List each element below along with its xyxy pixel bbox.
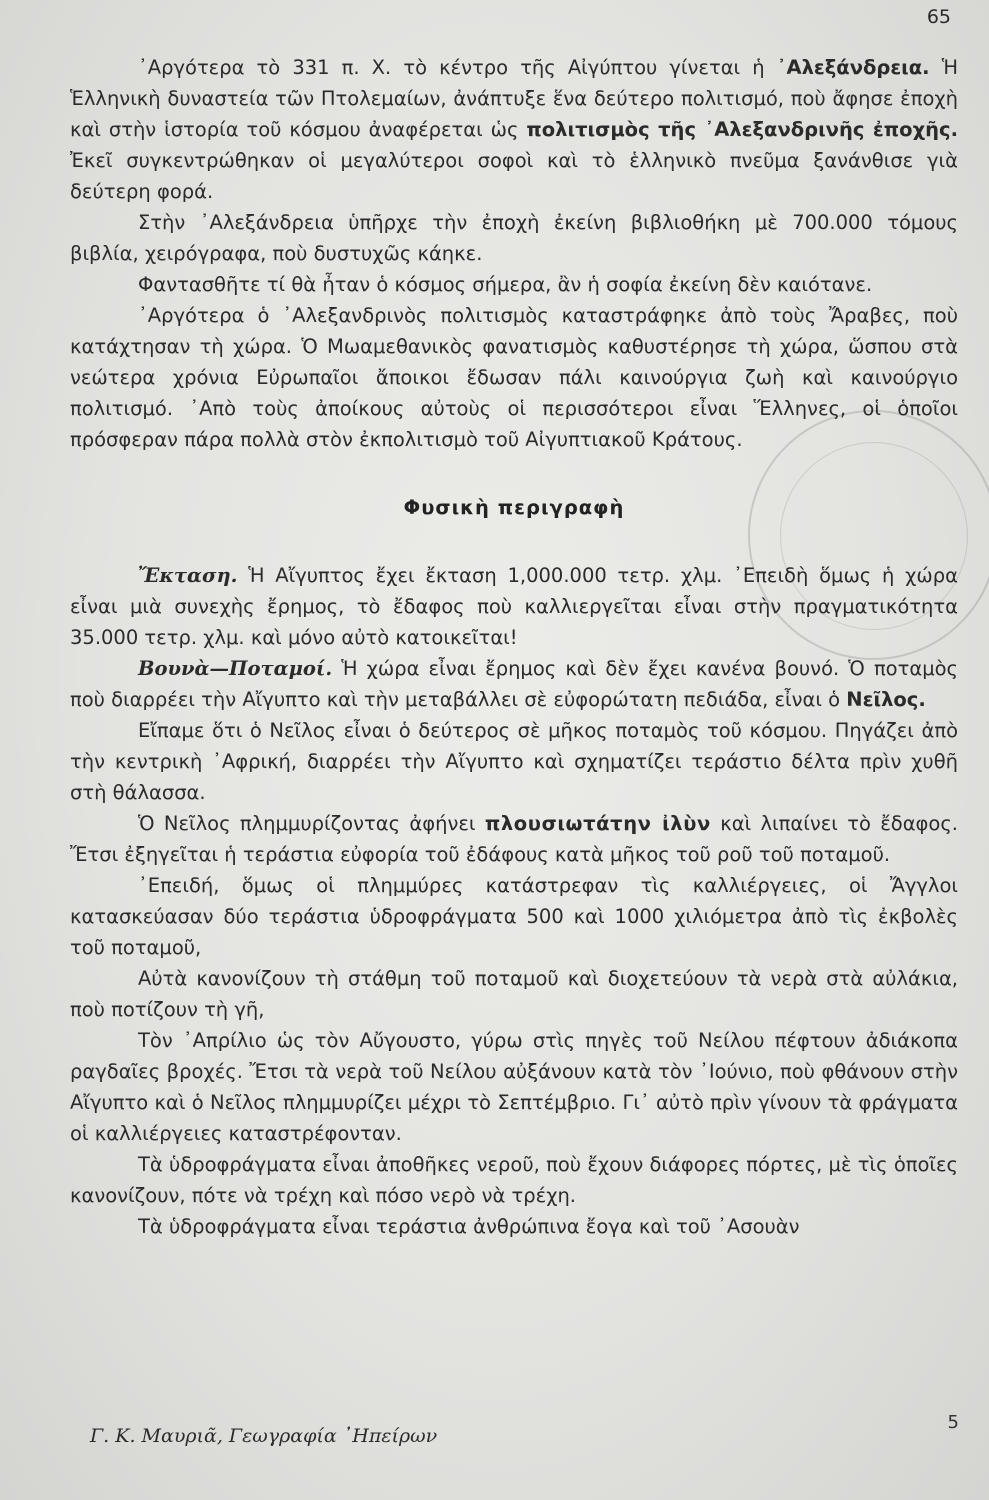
paragraph-library: Στὴν ᾿Αλεξάνδρεια ὑπῆρχε τὴν ἐποχὴ ἐκείνη βιβλιοθήκη μὲ 700.000 τόμους βιβλία, χειρόγραφα, ποὺ δυστυχῶς κάηκε. <box>70 211 958 265</box>
paragraph-reservoirs: Τὰ ὑδροφράγματα εἶναι ἀποθῆκες νεροῦ, ποὺ ἔχουν διάφορες πόρτες, μὲ τὶς ὁποῖες κανονίζουν, πότε νὰ τρέχη καὶ πόσο νερὸ νὰ τρέχη. <box>70 1153 958 1207</box>
paragraph-dams: ᾿Επειδή, ὅμως οἱ πλημμύρες κατάστρεφαν τὶς καλλιέργειες, οἱ Ἄγγλοι κατασκεύασαν δύο τεράστια ὑδροφράγματα 500 καὶ 1000 χιλιόμετρα ἀπὸ τὶς ἐκβολὲς τοῦ ποταμοῦ, <box>70 874 958 959</box>
bold-term-silt: πλουσιωτάτην ἰλὺν <box>484 812 711 835</box>
paragraph-text: ᾿Αργότερα τὸ 331 π. Χ. τὸ κέντρο τῆς Αἰγύπτου γίνεται ἡ <box>138 56 777 79</box>
paragraph-water-level: Αὐτὰ κανονίζουν τὴ στάθμη τοῦ ποταμοῦ καὶ διοχετεύουν τὰ νερὰ στὰ αὐλάκια, ποὺ ποτίζουν τὴ γῆ, <box>70 967 958 1021</box>
paragraph-aswan: Τὰ ὑδροφράγματα εἶναι τεράστια ἀνθρώπινα ἔογα καὶ τοῦ ᾿Ασουὰν <box>138 1215 800 1238</box>
paragraph-alexandria <box>70 52 958 207</box>
page-number: 65 <box>926 6 951 28</box>
term-area: Ἔκταση. <box>138 564 238 587</box>
paragraph-text: Ἡ Αἴγυπτος ἔχει ἔκταση 1,000.000 τετρ. χλμ. ᾿Επειδὴ ὅμως ἡ χώρα εἶναι μιὰ συνεχὴς ἔρημος, τὸ ἔδαφος ποὺ καλλιεργεῖται εἶναι στὴν πραγματικότητα 35.000 τετρ. χλμ. καὶ μόνο αὐτὸ κατοικεῖται! <box>70 564 958 649</box>
signature-number: 5 <box>947 1412 959 1433</box>
paragraph-nile-silt <box>70 808 958 870</box>
paragraph-text: Ὁ Νεῖλος πλημμυρίζοντας ἀφήνει <box>138 812 485 835</box>
paragraph-mountains-rivers <box>70 653 958 715</box>
paragraph-area <box>70 560 958 653</box>
paragraph-rains: Τὸν ᾿Απρίλιο ὡς τὸν Αὔγουστο, γύρω στὶς πηγὲς τοῦ Νείλου πέφτουν ἀδιάκοπα ραγδαῖες βροχές. Ἔτσι τὰ νερὰ τοῦ Νείλου αὐξάνουν κατὰ τὸν ᾿Ιούνιο, ποὺ φθάνουν στὴν Αἴγυπτο καὶ ὁ Νεῖλος πλημμυρίζει μέχρι τὸ Σεπτέμβριο. Γι᾿ αὐτὸ πρὶν γίνουν τὰ φράγματα οἱ καλλιέργειες καταστρέφονταν. <box>70 1029 958 1145</box>
paragraph-text: Ἡ Ἑλληνικὴ δυναστεία τῶν Πτολεμαίων, ἀνάπτυξε ἕνα δεύτερο πολιτισμό, ποὺ ἄφησε ἐποχὴ καὶ στὴν ἱστορία τοῦ κόσμου ἀναφέρεται ὡς <box>70 56 958 141</box>
bold-term-nile: Νεῖλος. <box>846 688 926 711</box>
paragraph-nile-length: Εἴπαμε ὅτι ὁ Νεῖλος εἶναι ὁ δεύτερος σὲ μῆκος ποταμὸς τοῦ κόσμου. Πηγάζει ἀπὸ τὴν κεντρικὴ ᾿Αφρική, διαρρέει τὴν Αἴγυπτο καὶ σχηματίζει τεράστιο δέλτα πρὶν χυθῆ στὴ θάλασσα. <box>70 719 958 804</box>
bold-term-alexandrian-civilization: πολιτισμὸς τῆς ᾿Αλεξανδρινῆς ἐποχῆς. <box>526 118 959 141</box>
paragraph-text: Ἐκεῖ συγκεντρώθηκαν οἱ μεγαλύτεροι σοφοὶ καὶ τὸ ἑλληνικὸ πνεῦμα ξανάνθισε γιὰ δεύτερη φορά. <box>70 149 958 203</box>
paragraph-arabs: ᾿Αργότερα ὁ ᾿Αλεξανδρινὸς πολιτισμὸς καταστράφηκε ἀπὸ τοὺς Ἄραβες, ποὺ κατάχτησαν τὴ χώρα. Ὁ Μωαμεθανικὸς φανατισμὸς καθυστέρησε τὴ χώρα, ὥσπου στὰ νεώτερα χρόνια Εὐρωπαῖοι ἄποικοι ἔδωσαν πάλι καινούργια ζωὴ καὶ καινούργιο πολιτισμό. ᾿Απὸ τοὺς ἀποίκους αὐτοὺς οἱ περισσότεροι εἶναι Ἕλληνες, οἱ ὁποῖοι πρόσφεραν πάρα πολλὰ στὸν ἐκπολιτισμὸ τοῦ Αἰγυπτιακοῦ Κράτους. <box>70 304 958 451</box>
footer-credit: Γ. Κ. Μαυριᾶ, Γεωγραφία ᾿Ηπείρων <box>90 1425 438 1447</box>
paragraph-text: Ἡ χώρα εἶναι ἔρημος καὶ δὲν ἔχει κανένα βουνό. Ὁ ποταμὸς ποὺ διαρρέει τὴν Αἴγυπτο καὶ τὴν μεταβάλλει σὲ εὐφορώτατη πεδιάδα, εἶναι ὁ <box>70 657 958 711</box>
bold-term-alexandria: ᾿Αλεξάνδρεια. <box>776 56 930 79</box>
section-heading: Φυσικὴ περιγραφὴ <box>403 496 625 519</box>
paragraph-text: καὶ λιπαίνει τὸ ἔδαφος. Ἔτσι ἐξηγεῖται ἡ τεράστια εὐφορία τοῦ ἐδάφους κατὰ μῆκος τοῦ ροῦ τοῦ ποταμοῦ. <box>70 812 958 866</box>
main-text <box>70 52 958 1242</box>
paragraph-imagine: Φαντασθῆτε τί θὰ ἦταν ὁ κόσμος σήμερα, ἂν ἡ σοφία ἐκείνη δὲν καιότανε. <box>138 273 873 296</box>
term-mountains-rivers: Βουνὰ—Ποταμοί. <box>138 657 333 680</box>
